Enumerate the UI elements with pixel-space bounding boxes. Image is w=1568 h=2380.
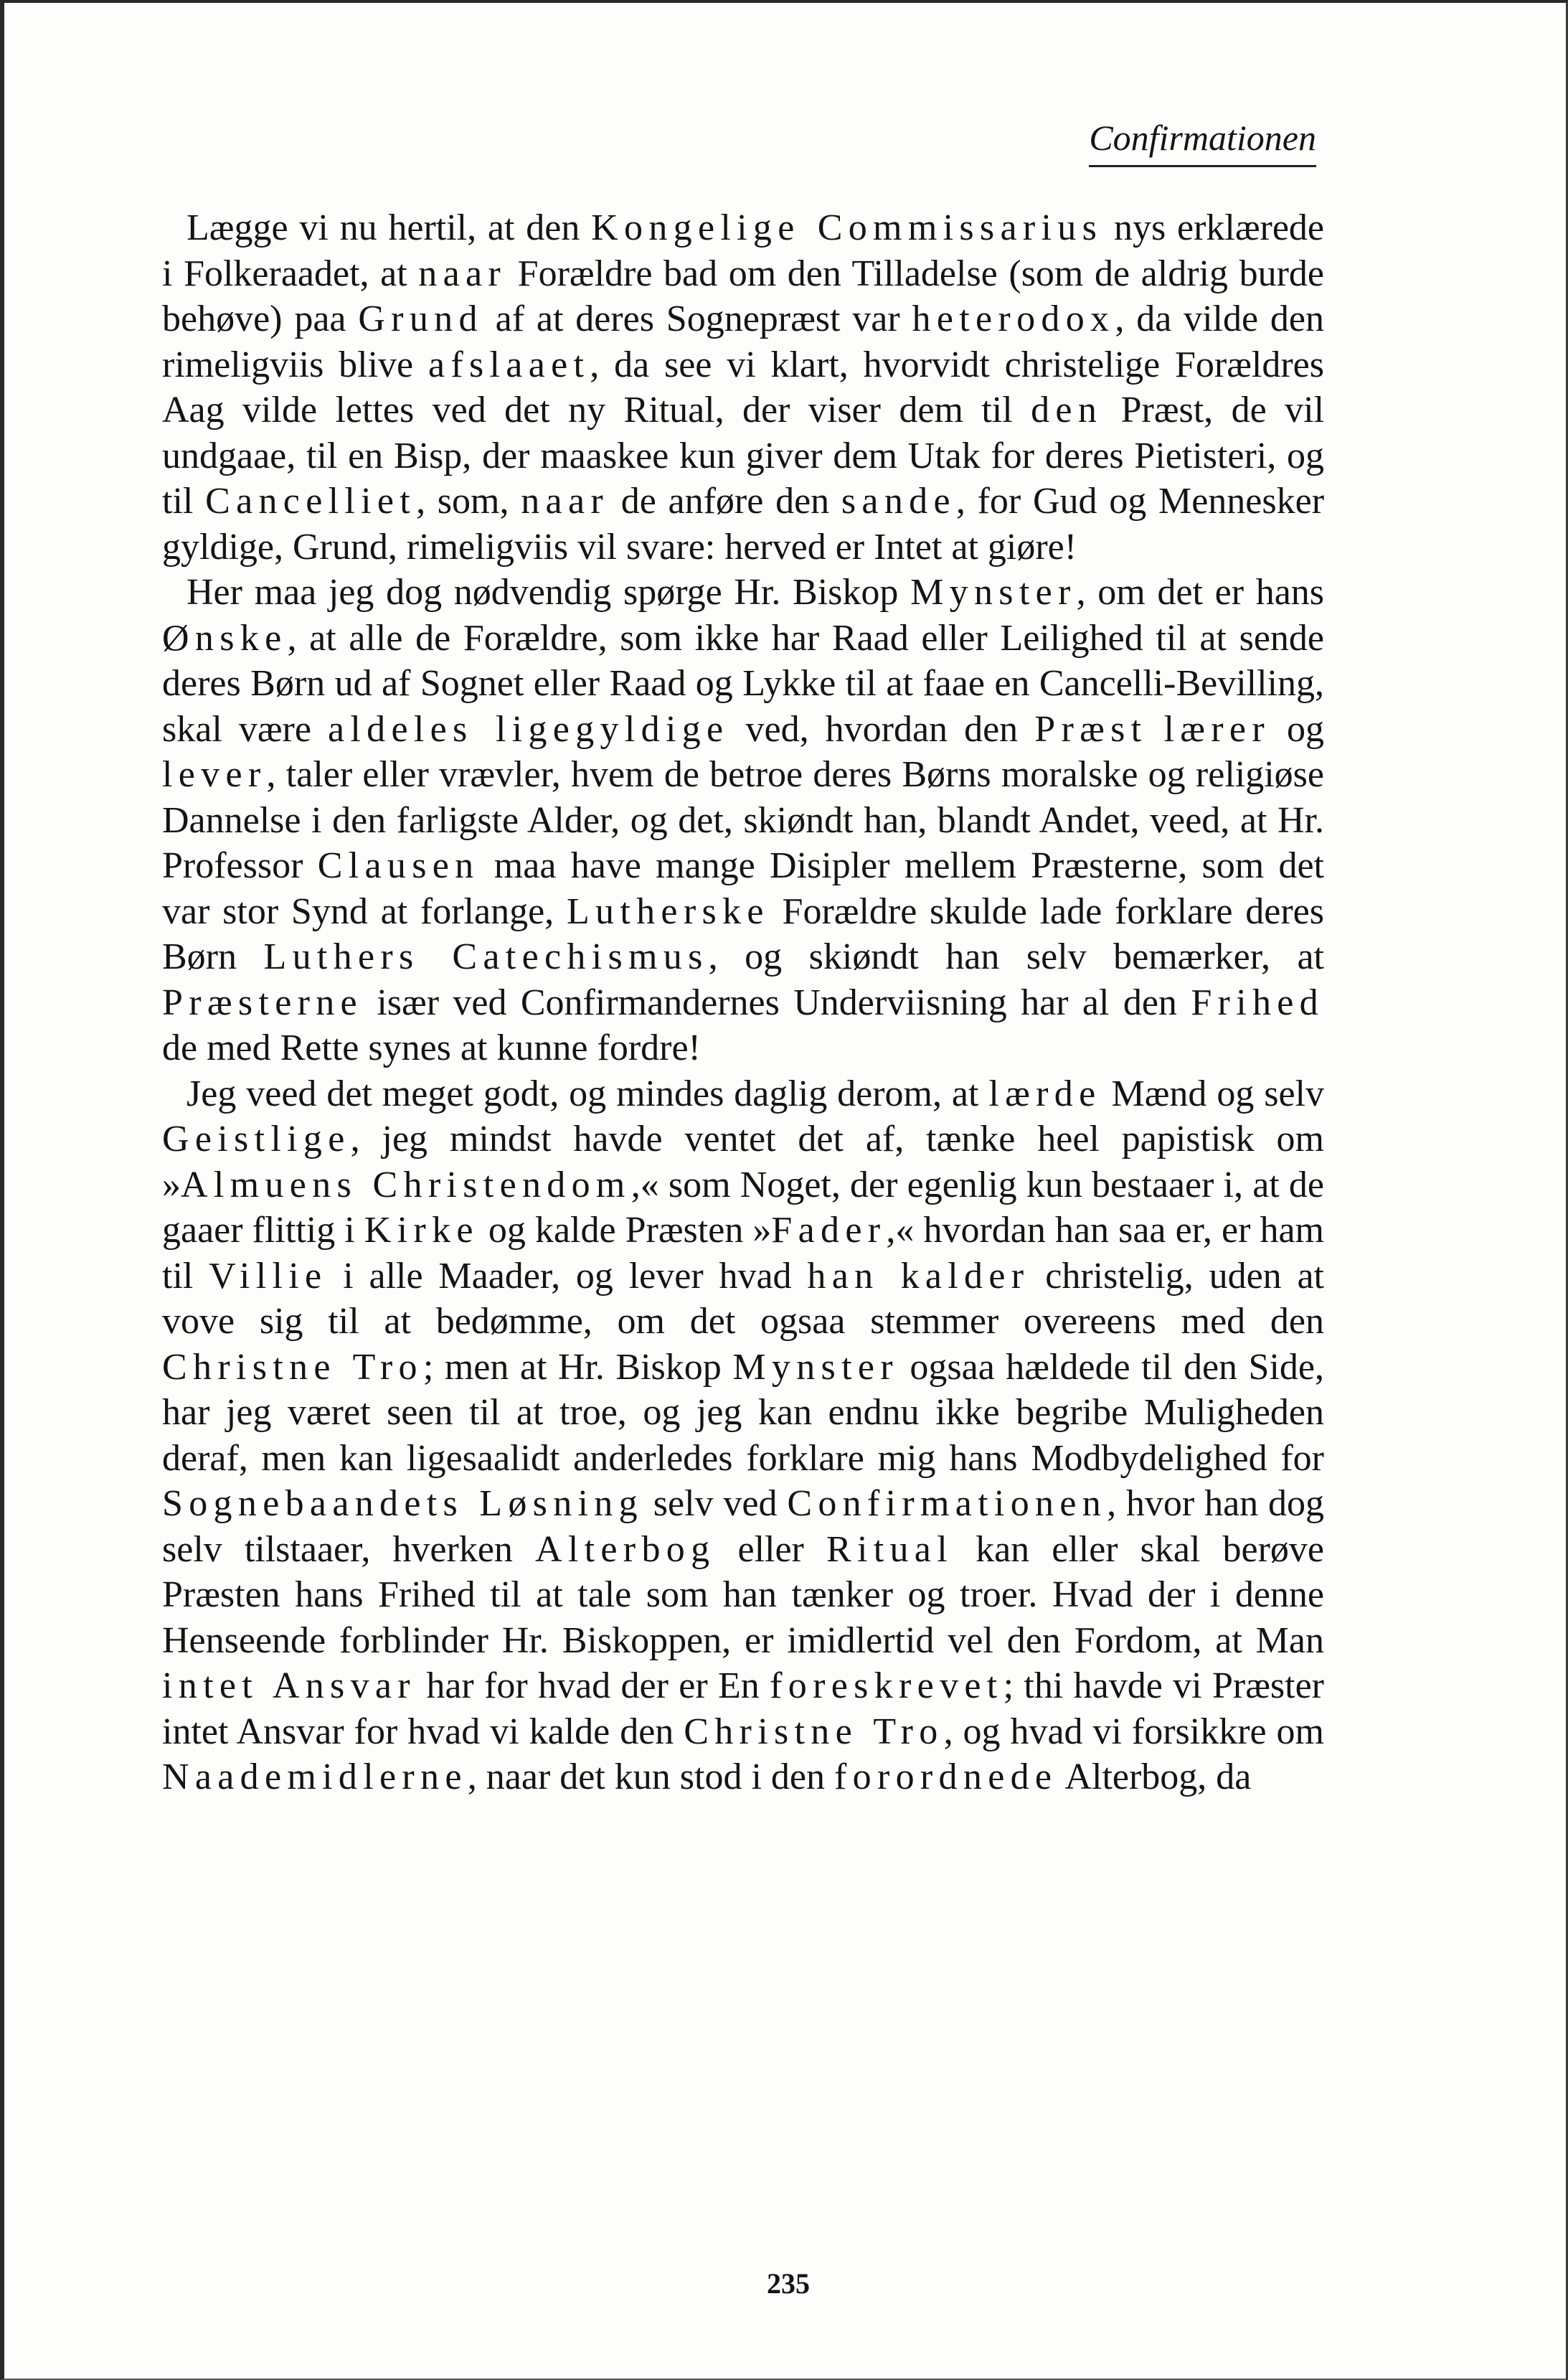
emphasis-spaced-text: intet Ansvar xyxy=(162,1665,416,1706)
emphasis-spaced-text: Mynster xyxy=(910,572,1077,613)
emphasis-spaced-text: foreskrevet xyxy=(770,1665,1003,1706)
text-run: Forældre skulde lade forklare deres Børn xyxy=(162,890,1324,977)
text-run: og xyxy=(1270,708,1325,750)
text-run: christelig, uden at vove sig til at bedømme, om det ogsaa stemmer overeens med den xyxy=(162,1255,1325,1342)
emphasis-spaced-text: Clausen xyxy=(317,845,480,886)
paragraph xyxy=(162,570,1324,1071)
emphasis-spaced-text: Villie xyxy=(209,1255,328,1297)
text-run: Forældre bad om den Tilladelse (som de aldrig burde behøve) paa xyxy=(162,253,1324,339)
body-text xyxy=(162,205,1324,1800)
text-run: ,« som Noget, der egenlig kun bestaaer i, at de gaaer flittig i xyxy=(162,1164,1324,1251)
text-run: ; men at Hr. Biskop xyxy=(422,1346,733,1388)
emphasis-spaced-text: Almuens Christendom xyxy=(181,1164,631,1205)
emphasis-spaced-text: Præst xyxy=(1034,708,1148,750)
paragraph xyxy=(162,205,1324,570)
text-run: , hvor han dog selv tilstaaer, hverken xyxy=(162,1483,1324,1570)
text-run: ; thi havde vi Præster intet Ansvar for hvad vi kalde den xyxy=(162,1665,1324,1752)
page-number: 235 xyxy=(767,2267,810,2300)
emphasis-spaced-text: den xyxy=(1031,390,1103,431)
emphasis-spaced-text: naar xyxy=(521,481,609,522)
emphasis-spaced-text: Luthers Catechismus xyxy=(263,936,709,977)
emphasis-spaced-text: sande xyxy=(841,481,956,522)
emphasis-spaced-text: Præsterne xyxy=(162,982,363,1023)
emphasis-spaced-text: Confirmationen xyxy=(787,1483,1107,1524)
emphasis-spaced-text: forordnede xyxy=(834,1756,1058,1797)
emphasis-spaced-text: Lutherske xyxy=(566,890,770,932)
text-run: selv ved xyxy=(643,1483,788,1524)
text-run: har for hvad der er En xyxy=(415,1665,770,1706)
text-run: , jeg mindst havde ventet det af, tænke heel papistisk om » xyxy=(162,1119,1324,1205)
text-run: , og hvad vi forsikkre om xyxy=(943,1711,1324,1752)
emphasis-spaced-text: Christne Tro xyxy=(684,1711,944,1752)
text-run: Jeg veed det meget godt, og mindes daglig derom, at xyxy=(186,1073,989,1114)
text-run: maa have mange Disipler mellem Præsterne, som det var stor Synd at forlange, xyxy=(162,845,1324,932)
text-run: kan eller skal berøve Præsten hans Frihed til at tale som han tænker og troer. Hvad der i denne Henseende forblinder Hr. Biskoppen, er imidlertid vel den Fordom, at Man xyxy=(162,1528,1325,1661)
emphasis-spaced-text: Geistlige xyxy=(162,1119,351,1160)
text-run: og kalde Præsten » xyxy=(478,1210,772,1251)
text-run: især ved Confirmandernes Underviisning har al den xyxy=(362,982,1191,1023)
text-run: ,« hvordan han saa er, er ham til xyxy=(162,1210,1324,1297)
emphasis-spaced-text: heterodox xyxy=(912,298,1115,339)
emphasis-spaced-text: Fader xyxy=(771,1210,887,1251)
emphasis-spaced-text: afslaaet xyxy=(428,344,590,385)
text-run: de anføre den xyxy=(609,481,841,522)
emphasis-spaced-text: Kirke xyxy=(364,1210,479,1251)
emphasis-spaced-text: Sognebaandets Løsning xyxy=(162,1483,643,1524)
emphasis-spaced-text: Alterbog xyxy=(535,1528,716,1570)
emphasis-spaced-text: Christne Tro xyxy=(162,1346,423,1388)
text-run: nys erklærede i Folkeraadet, at xyxy=(162,207,1324,294)
emphasis-spaced-text: Grund xyxy=(358,298,483,339)
emphasis-spaced-text: Naademidlerne xyxy=(162,1756,468,1797)
text-run: , og skiøndt han selv bemærker, at xyxy=(708,936,1325,977)
emphasis-spaced-text: lærer xyxy=(1163,708,1270,750)
text-run: , taler eller vrævler, hvem de betroe deres Børns moralske og religiøse Dannelse i den farligste Alder, og det, skiøndt han, blandt Andet, veed, at Hr. Professor xyxy=(162,754,1324,886)
text-run: ved, hvordan den xyxy=(729,708,1035,750)
running-head: Confirmationen xyxy=(1089,116,1316,167)
text-run: Lægge vi nu hertil, at den xyxy=(186,207,592,248)
emphasis-spaced-text: naar xyxy=(418,253,507,294)
text-run: Præst, de vil undgaae, til en Bisp, der maaskee kun giver dem Utak for deres Pietisteri, og til xyxy=(162,390,1325,522)
emphasis-spaced-text: Mynster xyxy=(732,1346,899,1388)
emphasis-spaced-text: Ønske xyxy=(162,617,288,659)
text-run: , om det er hans xyxy=(1076,572,1325,613)
emphasis-spaced-text: Cancelliet xyxy=(205,481,417,522)
text-run: , at alle de Forældre, som ikke har Raad eller Leilighed til at sende deres Børn ud af Sognet eller Raad og Lykke til at faae en Cancelli-Bevilling, skal være xyxy=(162,617,1324,750)
text-run: de med Rette synes at kunne fordre! xyxy=(162,1027,701,1068)
text-run: eller xyxy=(715,1528,826,1570)
text-run: ogsaa hældede til den Side, har jeg været seen til at troe, og jeg kan endnu ikke begribe Muligheden deraf, men kan ligesaalidt anderledes forklare mig hans Modbydelighed for xyxy=(162,1346,1324,1479)
emphasis-spaced-text: han kalder xyxy=(807,1255,1030,1297)
text-run: , for Gud og Mennesker gyldige, Grund, rimeligviis vil svare: herved er Intet at giøre! xyxy=(162,481,1325,568)
text-run: , som, xyxy=(416,481,521,522)
paragraph xyxy=(162,1071,1324,1800)
emphasis-spaced-text: aldeles ligegyldige xyxy=(327,708,729,750)
text-run: , naar det kun stod i den xyxy=(467,1756,834,1797)
emphasis-spaced-text: lever xyxy=(162,754,267,795)
text-run: Mænd og selv xyxy=(1101,1073,1325,1114)
text-run: Her maa jeg dog nødvendig spørge Hr. Biskop xyxy=(186,572,911,613)
emphasis-spaced-text: Ritual xyxy=(826,1528,953,1570)
emphasis-spaced-text: Kongelige Commissarius xyxy=(591,207,1103,248)
emphasis-spaced-text: lærde xyxy=(988,1073,1102,1114)
text-run: i alle Maader, og lever hvad xyxy=(327,1255,808,1297)
text-run: , da see vi klart, hvorvidt christelige Forældres Aag vilde lettes ved det ny Ritual, der viser dem til xyxy=(162,344,1324,431)
emphasis-spaced-text: Frihed xyxy=(1191,982,1324,1023)
text-run xyxy=(1147,709,1163,750)
text-run: af at deres Sognepræst var xyxy=(483,298,912,339)
text-run: , da vilde den rimeligviis blive xyxy=(162,298,1325,385)
text-run: Alterbog, da xyxy=(1057,1756,1252,1797)
